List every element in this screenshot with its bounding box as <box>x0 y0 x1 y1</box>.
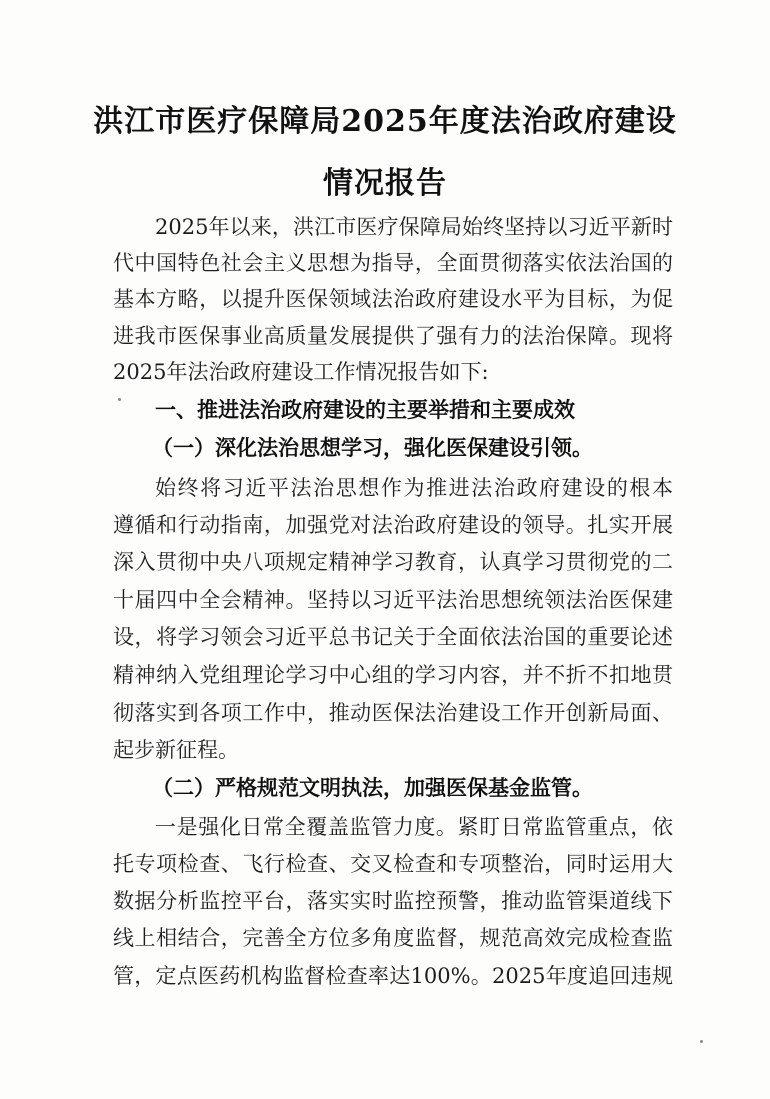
body-line: 起步新征程。 <box>113 738 239 762</box>
intro-line: 进我市医保事业高质量发展提供了强有力的法治保障。现将 <box>113 324 673 348</box>
intro-line: 2025年法治政府建设工作情况报告如下: <box>113 360 489 384</box>
body-line: 始终将习近平法治思想作为推进法治政府建设的根本 <box>155 476 673 500</box>
body-line: 精神纳入党组理论学习中心组的学习内容，并不折不扣地贯 <box>113 663 673 687</box>
body-line: 深入贯彻中央八项规定精神学习教育，认真学习贯彻党的二 <box>113 550 673 574</box>
body-line: 管，定点医药机构监督检查率达100%。2025年度追回违规 <box>113 964 673 988</box>
body-line: 线上相结合，完善全方位多角度监督，规范高效完成检查监 <box>113 926 673 950</box>
body-line: 设，将学习领会习近平总书记关于全面依法治国的重要论述 <box>113 625 673 649</box>
body-line: 托专项检查、飞行检查、交叉检查和专项整治，同时运用大 <box>113 852 673 876</box>
scan-speck <box>700 1040 703 1043</box>
body-line: 彻落实到各项工作中，推动医保法治建设工作开创新局面、 <box>113 701 673 725</box>
document-title-line-1: 洪江市医疗保障局2025年度法治政府建设 <box>93 104 677 139</box>
body-line: 十届四中全会精神。坚持以习近平法治思想统领法治医保建 <box>113 588 673 612</box>
intro-line: 基本方略，以提升医保领域法治政府建设水平为目标，为促 <box>113 287 673 311</box>
intro-line: 代中国特色社会主义思想为指导，全面贯彻落实依法治国的 <box>113 251 673 275</box>
body-line: 遵循和行动指南，加强党对法治政府建设的领导。扎实开展 <box>113 513 673 537</box>
subsection-heading: （二）严格规范文明执法，加强医保基金监管。 <box>152 775 593 800</box>
subsection-heading: （一）深化法治思想学习，强化医保建设引领。 <box>152 435 593 460</box>
section-heading: 一、推进法治政府建设的主要举措和主要成效 <box>155 398 575 422</box>
document-title-line-2: 情况报告 <box>323 166 447 201</box>
scan-speck <box>118 398 121 401</box>
intro-line: 2025年以来，洪江市医疗保障局始终坚持以习近平新时 <box>155 215 673 239</box>
body-line: 数据分析监控平台，落实实时监控预警，推动监管渠道线下 <box>113 889 673 913</box>
body-line: 一是强化日常全覆盖监管力度。紧盯日常监管重点，依 <box>155 815 673 839</box>
